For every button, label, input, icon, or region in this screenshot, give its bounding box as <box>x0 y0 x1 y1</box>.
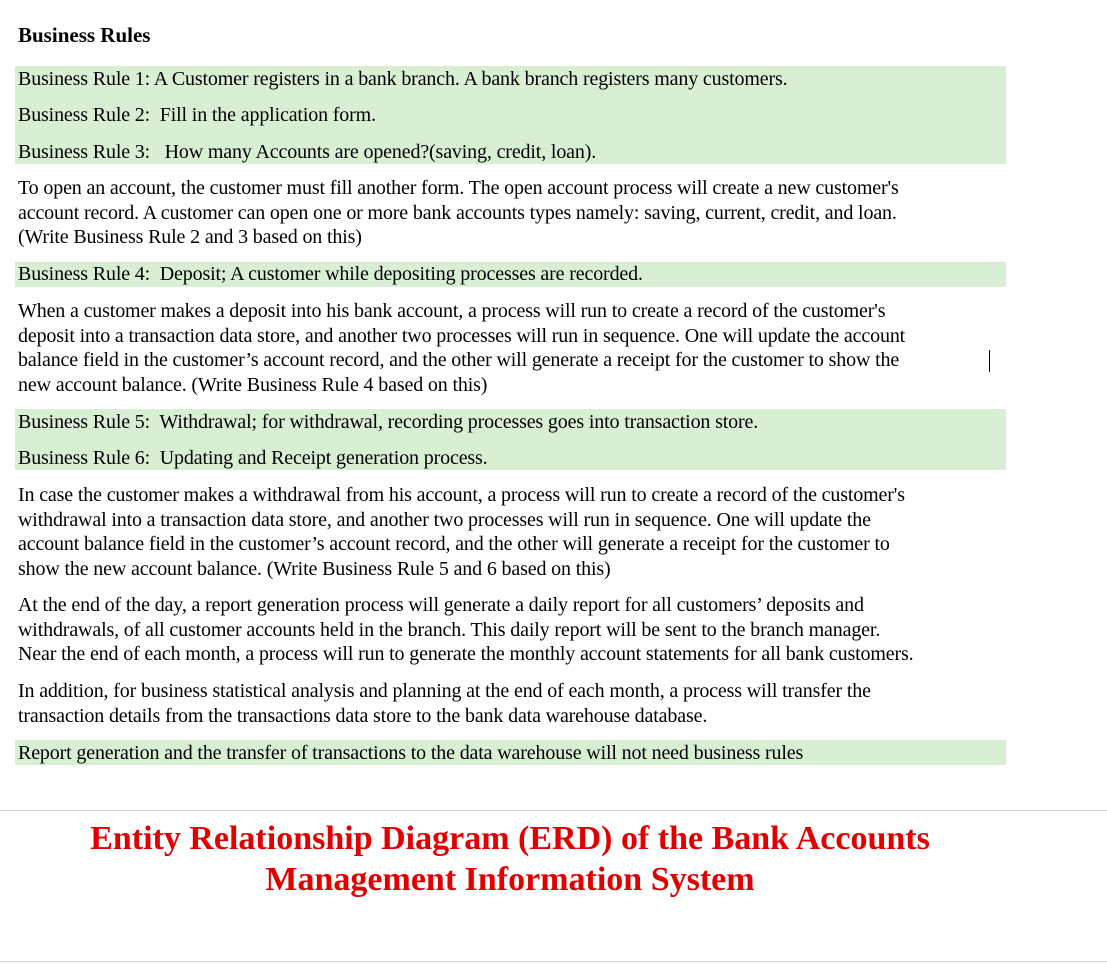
paragraph-open-account <box>18 176 1008 250</box>
paragraph-line: Near the end of each month, a process will run to generate the monthly account statements for all bank customers. <box>18 643 914 666</box>
paragraph-withdrawal <box>18 483 1008 581</box>
paragraph-line: account balance field in the customer’s account record, and the other will generate a receipt for the customer to <box>18 533 890 556</box>
paragraph-deposit <box>18 299 1008 397</box>
business-rules-note: Report generation and the transfer of transactions to the data warehouse will not need business rules <box>18 742 804 764</box>
paragraph-line: withdrawal into a transaction data store, and another two processes will run in sequence. One will update the <box>18 508 871 531</box>
business-rule-4: Business Rule 4: Deposit; A customer while depositing processes are recorded. <box>18 263 643 285</box>
paragraph-line: In addition, for business statistical analysis and planning at the end of each month, a process will transfer the <box>18 680 871 702</box>
business-rule-1: Business Rule 1: A Customer registers in a bank branch. A bank branch registers many customers. <box>18 68 788 90</box>
section-divider <box>0 961 1107 962</box>
text-cursor <box>989 350 990 372</box>
paragraph-statistics <box>18 679 1008 728</box>
erd-title-line: Management Information System <box>265 861 755 898</box>
paragraph-line: deposit into a transaction data store, and another two processes will run in sequence. One will update the account <box>18 324 906 347</box>
business-rule-5: Business Rule 5: Withdrawal; for withdrawal, recording processes goes into transaction store. <box>18 411 759 433</box>
paragraph-line: withdrawals, of all customer accounts held in the branch. This daily report will be sent to the branch manager. <box>18 618 881 641</box>
paragraph-line: balance field in the customer’s account record, and the other will generate a receipt for the customer to show the <box>18 349 900 372</box>
business-rule-6: Business Rule 6: Updating and Receipt generation process. <box>18 447 488 469</box>
paragraph-line: In case the customer makes a withdrawal from his account, a process will run to create a record of the customer's <box>18 484 905 506</box>
paragraph-line: To open an account, the customer must fill another form. The open account process will create a new customer's <box>18 177 899 199</box>
erd-title-line: Entity Relationship Diagram (ERD) of the Bank Accounts <box>90 820 930 857</box>
business-rule-3: Business Rule 3: How many Accounts are opened?(saving, credit, loan). <box>18 141 597 163</box>
paragraph-line: show the new account balance. (Write Business Rule 5 and 6 based on this) <box>18 557 611 580</box>
paragraph-line: account record. A customer can open one or more bank accounts types namely: saving, current, credit, and loan. <box>18 201 897 224</box>
paragraph-daily-report <box>18 593 1008 667</box>
section-heading: Business Rules <box>18 23 151 47</box>
paragraph-line: At the end of the day, a report generation process will generate a daily report for all customers’ deposits and <box>18 594 864 616</box>
section-divider <box>0 810 1107 811</box>
paragraph-line: transaction details from the transactions data store to the bank data warehouse database. <box>18 704 708 727</box>
paragraph-line: (Write Business Rule 2 and 3 based on this) <box>18 226 362 249</box>
paragraph-line: When a customer makes a deposit into his bank account, a process will run to create a record of the customer's <box>18 300 886 322</box>
business-rule-2: Business Rule 2: Fill in the application form. <box>18 104 376 126</box>
paragraph-line: new account balance. (Write Business Rule 4 based on this) <box>18 373 488 396</box>
erd-title <box>0 818 1020 900</box>
